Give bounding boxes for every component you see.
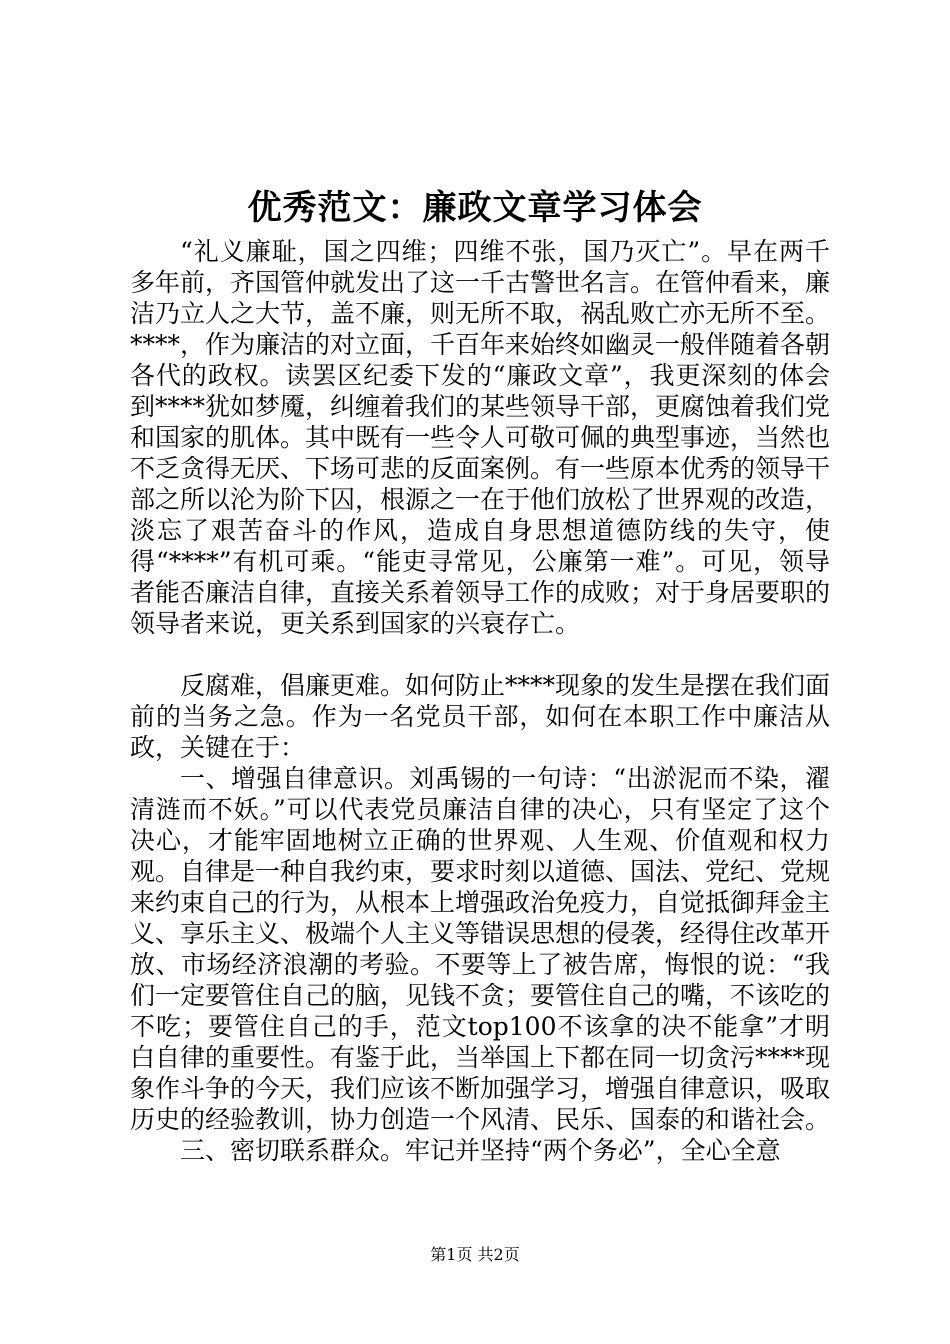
document-body (130, 236, 830, 1166)
paragraph-1: “礼义廉耻，国之四维；四维不张，国乃灭亡”。早在两千多年前，齐国管仲就发出了这一千古警世名言。在管仲看来，廉洁乃立人之大节，盖不廉，则无所不取，祸乱败亡亦无所不至。****，作为廉洁的对立面，千百年来始终如幽灵一般伴随着各朝各代的政权。读罢区纪委下发的“廉政文章”，我更深刻的体会到****犹如梦魇，纠缠着我们的某些领导干部，更腐蚀着我们党和国家的肌体。其中既有一些令人可敬可佩的典型事迹，当然也不乏贪得无厌、下场可悲的反面案例。有一些原本优秀的领导干部之所以沦为阶下囚，根源之一在于他们放松了世界观的改造，淡忘了艰苦奋斗的作风，造成自身思想道德防线的失守，使得“****”有机可乘。“能吏寻常见，公廉第一难”。可见，领导者能否廉洁自律，直接关系着领导工作的成败；对于身居要职的领导者来说，更关系到国家的兴衰存亡。 (130, 237, 831, 638)
paragraph-4: 三、密切联系群众。牢记并坚持“两个务必”，全心全意 (180, 1136, 781, 1165)
page-footer: 第1页 共2页 (430, 1245, 520, 1264)
paragraph-3: 一、增强自律意识。刘禹锡的一句诗：“出淤泥而不染，濯清涟而不妖。”可以代表党员廉洁自律的决心，只有坚定了这个决心，才能牢固地树立正确的世界观、人生观、价值观和权力观。自律是一种自我约束，要求时刻以道德、国法、党纪、党规来约束自己的行为，从根本上增强政治免疫力，自觉抵御拜金主义、享乐主义、极端个人主义等错误思想的侵袭，经得住改革开放、市场经济浪潮的考验。不要等上了被告席，悔恨的说：“我们一定要管住自己的脑，见钱不贪；要管住自己的嘴，不该吃的不吃；要管住自己的手，范文top100不该拿的决不能拿”才明白自律的重要性。有鉴于此，当举国上下都在同一切贪污****现象作斗争的今天，我们应该不断加强学习，增强自律意识，吸取历史的经验教训，协力创造一个风清、民乐、国泰的和谐社会。 (130, 764, 831, 1134)
paragraph-2: 反腐难，倡廉更难。如何防止****现象的发生是摆在我们面前的当务之急。作为一名党员干部，如何在本职工作中廉洁从政，关键在于： (130, 671, 831, 762)
document-title: 优秀范文：廉政文章学习体会 (247, 188, 703, 228)
